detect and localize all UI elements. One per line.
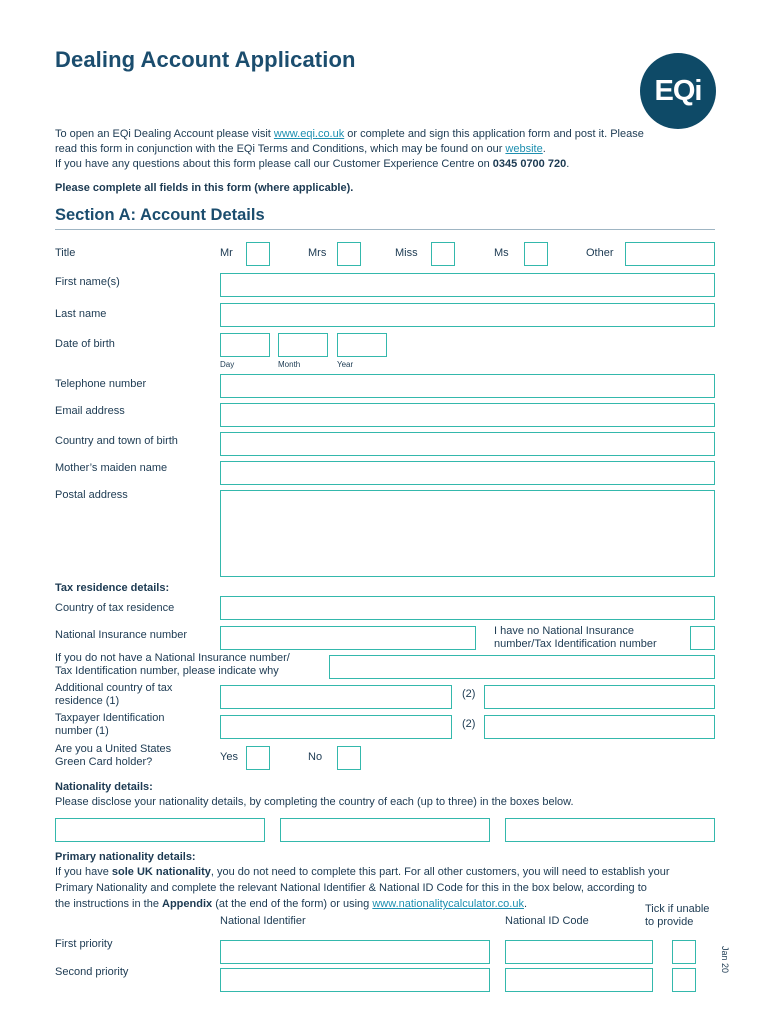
intro-text: . — [542, 143, 546, 155]
nationality-heading: Nationality details: — [55, 781, 153, 793]
country-birth-label: Country and town of birth — [55, 435, 178, 447]
eqi-website-link[interactable]: www.eqi.co.uk — [273, 128, 345, 140]
primary-nationality-heading: Primary nationality details: — [55, 851, 196, 863]
title-ms-checkbox[interactable] — [524, 242, 548, 266]
dob-day-input[interactable] — [220, 333, 270, 357]
national-identifier-header: National Identifier — [220, 915, 306, 927]
additional-country-2-label: (2) — [462, 688, 476, 700]
dob-day-caption: Day — [220, 360, 235, 369]
intro-line-3 — [55, 156, 569, 172]
last-name-label: Last name — [55, 308, 107, 320]
country-birth-input[interactable] — [220, 432, 715, 456]
nationality-input-3[interactable] — [505, 818, 715, 842]
second-priority-identifier-input[interactable] — [220, 968, 490, 992]
ni-input[interactable] — [220, 626, 476, 650]
title-mr-label: Mr — [220, 247, 233, 259]
intro-text: or complete and sign this application form and post it. Please — [344, 128, 644, 140]
green-card-no-label: No — [308, 751, 323, 763]
first-priority-label: First priority — [55, 938, 113, 950]
maiden-name-input[interactable] — [220, 461, 715, 485]
primary-text: the instructions in the — [55, 898, 163, 910]
additional-country-label-2: residence (1) — [55, 695, 120, 707]
postal-address-textarea[interactable] — [220, 490, 715, 577]
title-miss-checkbox[interactable] — [431, 242, 455, 266]
green-card-label-2: Green Card holder? — [55, 756, 153, 768]
title-mrs-checkbox[interactable] — [337, 242, 361, 266]
title-other-label: Other — [586, 247, 614, 259]
primary-line-1 — [55, 864, 669, 880]
no-ni-reason-label-2: Tax Identification number, please indicate why — [55, 665, 279, 677]
title-mrs-label: Mrs — [308, 247, 327, 259]
title-mr-checkbox[interactable] — [246, 242, 270, 266]
green-card-label-1: Are you a United States — [55, 743, 172, 755]
additional-country-input-1[interactable] — [220, 685, 452, 709]
tick-label-1: Tick if unable — [645, 903, 710, 915]
page-title: Dealing Account Application — [55, 47, 356, 72]
additional-country-input-2[interactable] — [484, 685, 715, 709]
second-priority-label: Second priority — [55, 966, 129, 978]
no-ni-checkbox[interactable] — [690, 626, 715, 650]
tin-label-1: Taxpayer Identification — [55, 712, 165, 724]
first-priority-code-input[interactable] — [505, 940, 653, 964]
intro-text: If you have any questions about this form please call our Customer Experience Centre on — [55, 158, 493, 170]
tin-label-2: number (1) — [55, 725, 109, 737]
dob-year-input[interactable] — [337, 333, 387, 357]
green-card-yes-checkbox[interactable] — [246, 746, 270, 770]
eqi-logo: EQi — [640, 53, 716, 129]
green-card-yes-label: Yes — [220, 751, 238, 763]
second-priority-code-input[interactable] — [505, 968, 653, 992]
primary-bold-text: sole UK nationality — [111, 866, 211, 878]
tax-country-input[interactable] — [220, 596, 715, 620]
website-link[interactable]: website — [505, 143, 543, 155]
dob-year-caption: Year — [337, 360, 354, 369]
ni-label: National Insurance number — [55, 629, 188, 641]
last-name-input[interactable] — [220, 303, 715, 327]
no-ni-reason-label-1: If you do not have a National Insurance number/ — [55, 652, 290, 664]
intro-text: . — [566, 158, 570, 170]
email-label: Email address — [55, 405, 125, 417]
tax-heading: Tax residence details: — [55, 582, 170, 594]
first-priority-identifier-input[interactable] — [220, 940, 490, 964]
first-name-label: First name(s) — [55, 276, 120, 288]
email-input[interactable] — [220, 403, 715, 427]
title-miss-label: Miss — [395, 247, 418, 259]
primary-line-2: Primary Nationality and complete the relevant National Identifier & National ID Code for this in the box below, according to — [55, 882, 647, 894]
dob-label: Date of birth — [55, 338, 115, 350]
primary-line-3 — [55, 896, 527, 912]
intro-text: read this form in conjunction with the EQi Terms and Conditions, which may be found on our — [55, 143, 506, 155]
no-ni-reason-input[interactable] — [329, 655, 715, 679]
nationality-input-1[interactable] — [55, 818, 265, 842]
first-name-input[interactable] — [220, 273, 715, 297]
telephone-input[interactable] — [220, 374, 715, 398]
intro-text: To open an EQi Dealing Account please visit — [55, 128, 274, 140]
tin-input-1[interactable] — [220, 715, 452, 739]
divider — [55, 229, 715, 230]
dob-month-caption: Month — [278, 360, 301, 369]
primary-text: . — [523, 898, 528, 910]
title-ms-label: Ms — [494, 247, 509, 259]
section-a-heading: Section A: Account Details — [55, 206, 265, 224]
primary-text: , you do not need to complete this part. For all other customers, you will need to establish your — [210, 866, 670, 878]
second-priority-tick-checkbox[interactable] — [672, 968, 696, 992]
title-other-input[interactable] — [625, 242, 715, 266]
version-note: Jan 20 — [720, 946, 730, 974]
intro-line-1 — [55, 126, 644, 142]
tin-input-2[interactable] — [484, 715, 715, 739]
telephone-label: Telephone number — [55, 378, 147, 390]
primary-text: (at the end of the form) or using — [212, 898, 373, 910]
green-card-no-checkbox[interactable] — [337, 746, 361, 770]
instruction: Please complete all fields in this form (where applicable). — [55, 182, 354, 194]
maiden-name-label: Mother’s maiden name — [55, 462, 168, 474]
appendix-text: Appendix — [162, 898, 213, 910]
primary-text: If you have — [55, 866, 112, 878]
title-label: Title — [55, 247, 76, 259]
no-ni-label-2: number/Tax Identification number — [494, 638, 657, 650]
tick-label-2: to provide — [645, 916, 694, 928]
nationality-input-2[interactable] — [280, 818, 490, 842]
nationality-calculator-link[interactable]: www.nationalitycalculator.co.uk — [372, 898, 524, 910]
national-id-code-header: National ID Code — [505, 915, 589, 927]
additional-country-label-1: Additional country of tax — [55, 682, 173, 694]
no-ni-label-1: I have no National Insurance — [494, 625, 635, 637]
tin-2-label: (2) — [462, 718, 476, 730]
nationality-description: Please disclose your nationality details, by completing the country of each (up to three) in the boxes below. — [55, 796, 574, 808]
phone-number: 0345 0700 720 — [492, 158, 567, 170]
dob-month-input[interactable] — [278, 333, 328, 357]
intro-line-2 — [55, 141, 546, 157]
tax-country-label: Country of tax residence — [55, 602, 175, 614]
postal-address-label: Postal address — [55, 489, 128, 501]
first-priority-tick-checkbox[interactable] — [672, 940, 696, 964]
